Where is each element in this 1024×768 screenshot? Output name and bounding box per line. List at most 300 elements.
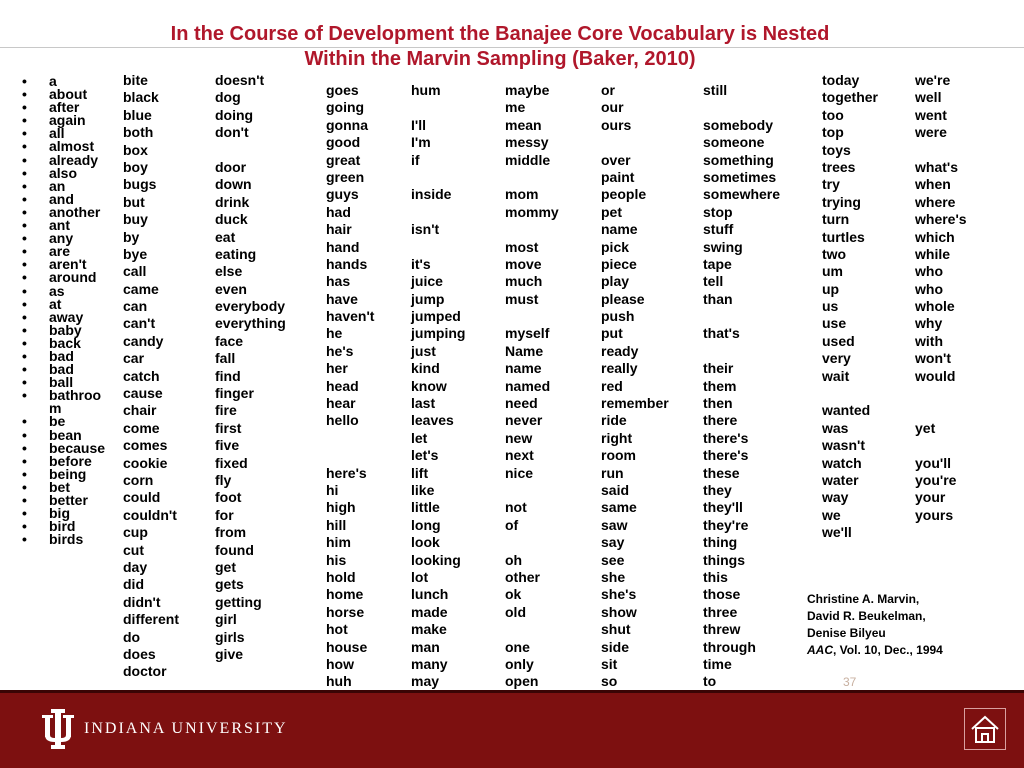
word-item: they're — [703, 516, 749, 533]
word-item: dog — [215, 89, 241, 106]
word-item: still — [703, 82, 728, 98]
word-item: made — [411, 603, 448, 620]
word-item: very — [822, 350, 851, 367]
word-item: else — [215, 263, 243, 280]
word-item: like — [411, 481, 435, 498]
word-item: were — [915, 124, 947, 141]
word-item: high — [326, 499, 356, 516]
word-column-1 — [123, 72, 179, 681]
word-item: fixed — [215, 454, 248, 471]
word-item — [326, 447, 374, 464]
word-item: this — [703, 568, 728, 585]
word-item: corn — [123, 471, 154, 488]
word-column-4 — [411, 82, 465, 691]
word-item: came — [123, 280, 159, 297]
word-item: use — [822, 315, 847, 332]
word-item: who — [915, 263, 943, 280]
word-item: cause — [123, 385, 163, 402]
word-item: last — [411, 395, 436, 412]
word-item: cut — [123, 541, 144, 558]
bullet-item: • birds — [22, 533, 109, 546]
word-item: car — [123, 350, 145, 367]
word-item — [411, 239, 465, 256]
word-item: box — [123, 141, 148, 158]
word-item — [703, 99, 780, 116]
word-item: hands — [326, 255, 368, 272]
word-item: could — [123, 489, 161, 506]
word-item: day — [123, 558, 148, 575]
word-item: may — [411, 673, 440, 690]
title-divider — [0, 47, 1024, 48]
word-item: watch — [822, 454, 862, 471]
footer-bar — [0, 690, 1024, 768]
word-item — [505, 308, 559, 325]
word-item: buy — [123, 211, 148, 228]
word-item: many — [411, 655, 448, 672]
word-item — [915, 385, 967, 402]
word-item: huh — [326, 673, 352, 690]
word-item: how — [326, 655, 354, 672]
word-item: catch — [123, 367, 160, 384]
word-item: first — [215, 419, 242, 436]
word-item: yet — [915, 419, 936, 436]
word-item: jumped — [411, 308, 461, 325]
word-item: they — [703, 481, 732, 498]
word-item: turtles — [822, 228, 865, 245]
bullet-item: • after — [22, 101, 109, 114]
word-item — [915, 402, 967, 419]
word-item: long — [411, 516, 441, 533]
word-item: or — [601, 82, 615, 98]
word-item: water — [822, 471, 859, 488]
word-item: drink — [215, 193, 250, 210]
bullet-item: • almost — [22, 140, 109, 153]
word-column-6 — [601, 82, 669, 691]
word-item: he — [326, 325, 343, 342]
word-item: why — [915, 315, 943, 332]
word-item: does — [123, 645, 156, 662]
word-item: never — [505, 412, 543, 429]
word-item: hear — [326, 395, 356, 412]
credit-journal: AAC — [807, 643, 833, 657]
word-column-5 — [505, 82, 559, 691]
word-item: we'll — [822, 524, 852, 541]
word-item: where — [915, 193, 956, 210]
word-item: won't — [915, 350, 951, 367]
bullet-item: • bathroom — [22, 389, 109, 415]
word-item: horse — [326, 603, 365, 620]
word-item: new — [505, 429, 533, 446]
credit-author-1: Christine A. Marvin, — [807, 592, 920, 606]
word-item: door — [215, 158, 247, 175]
word-item: red — [601, 377, 623, 394]
word-item: people — [601, 186, 647, 203]
word-item: pet — [601, 203, 622, 220]
bullet-item: • bean — [22, 429, 109, 442]
word-item: messy — [505, 134, 549, 151]
credit-volume: , Vol. 10, Dec., 1994 — [833, 643, 943, 657]
word-item: for — [215, 506, 234, 523]
word-item: not — [505, 499, 527, 516]
word-item: you're — [915, 471, 957, 488]
word-item: those — [703, 586, 741, 603]
word-item: move — [505, 255, 542, 272]
word-item: today — [822, 72, 860, 88]
word-item: have — [326, 290, 358, 307]
word-item: his — [326, 551, 347, 568]
word-item: up — [822, 280, 840, 297]
bullet-item: • being — [22, 468, 109, 481]
word-item: need — [505, 395, 538, 412]
word-item: somewhere — [703, 186, 781, 203]
word-item: comes — [123, 437, 168, 454]
word-item: these — [703, 464, 740, 481]
word-item: did — [123, 576, 144, 593]
word-item: didn't — [123, 593, 161, 610]
word-item: even — [215, 280, 247, 297]
word-item: just — [411, 342, 436, 359]
word-item — [411, 99, 465, 116]
word-item — [505, 534, 559, 551]
word-item: wasn't — [822, 437, 866, 454]
word-item: maybe — [505, 82, 550, 98]
word-item: well — [915, 89, 942, 106]
word-item: little — [411, 499, 440, 516]
word-item: green — [326, 168, 365, 185]
word-column-8 — [822, 72, 878, 542]
word-item: Name — [505, 342, 544, 359]
word-item: by — [123, 228, 140, 245]
word-item: ours — [601, 116, 632, 133]
word-item: bugs — [123, 176, 157, 193]
word-item: both — [123, 124, 154, 141]
word-item: bye — [123, 245, 148, 262]
word-item — [505, 221, 559, 238]
word-item: toys — [822, 141, 851, 158]
word-item: swing — [703, 238, 743, 255]
word-item: everybody — [215, 298, 286, 315]
bullet-item: • also — [22, 167, 109, 180]
word-item: tell — [703, 273, 724, 290]
word-item: down — [215, 176, 252, 193]
word-item — [505, 621, 559, 638]
word-item: right — [601, 429, 633, 446]
word-item: that's — [703, 325, 740, 342]
word-item — [505, 482, 559, 499]
word-item: somebody — [703, 116, 774, 133]
word-item — [915, 437, 967, 454]
word-item: do — [123, 628, 141, 645]
word-item: oh — [505, 551, 523, 568]
word-item: hold — [326, 568, 356, 585]
word-item: of — [505, 516, 519, 533]
word-item: went — [915, 106, 947, 123]
word-item: sit — [601, 655, 618, 672]
bullet-item: • bad — [22, 350, 109, 363]
word-item: much — [505, 273, 543, 290]
word-item: man — [411, 638, 440, 655]
word-item: we — [822, 506, 841, 523]
word-item: juice — [411, 273, 443, 290]
word-item: I'll — [411, 116, 426, 133]
home-button[interactable] — [964, 708, 1006, 750]
word-item: wanted — [822, 402, 871, 419]
bullet-item: • all — [22, 127, 109, 140]
word-item: isn't — [411, 221, 440, 238]
word-item: he's — [326, 342, 354, 359]
word-item: next — [505, 447, 534, 464]
word-item: hill — [326, 516, 347, 533]
word-column-7 — [703, 82, 780, 691]
word-item: trees — [822, 158, 856, 175]
word-item: who — [915, 280, 943, 297]
word-item: leaves — [411, 412, 454, 429]
word-item: hand — [326, 238, 360, 255]
word-item: sometimes — [703, 168, 777, 185]
word-item: show — [601, 603, 637, 620]
word-column-2 — [215, 72, 286, 663]
bullet-item: • another — [22, 206, 109, 219]
word-item: face — [215, 332, 244, 349]
word-item: chair — [123, 402, 157, 419]
word-item — [601, 134, 669, 151]
bullet-item: • are — [22, 245, 109, 258]
word-item: finger — [215, 385, 254, 402]
word-item: jumping — [411, 325, 466, 342]
word-item: must — [505, 290, 539, 307]
bullet-item: • aren't — [22, 258, 109, 271]
bullet-item: • ant — [22, 219, 109, 232]
word-item: us — [822, 298, 839, 315]
page-number: 37 — [843, 675, 857, 689]
word-item: only — [505, 655, 534, 672]
word-item: know — [411, 377, 447, 394]
title-line-2: Within the Marvin Sampling (Baker, 2010) — [304, 48, 696, 70]
word-item — [326, 430, 374, 447]
word-item: black — [123, 89, 159, 106]
university-name: INDIANA UNIVERSITY — [84, 720, 288, 737]
word-item: doctor — [123, 663, 167, 680]
word-item: hi — [326, 481, 339, 498]
word-item: girls — [215, 628, 245, 645]
word-item: come — [123, 419, 160, 436]
word-item: mommy — [505, 203, 559, 220]
word-item: but — [123, 193, 145, 210]
word-item: mom — [505, 186, 539, 203]
word-item: kind — [411, 360, 440, 377]
word-item: play — [601, 273, 630, 290]
word-item: hello — [326, 412, 359, 429]
word-item: tape — [703, 255, 732, 272]
word-item: if — [411, 151, 420, 168]
word-item: push — [601, 308, 635, 325]
word-item: turn — [822, 211, 850, 228]
word-column-3 — [326, 82, 374, 691]
word-item: mean — [505, 116, 542, 133]
word-item: said — [601, 481, 630, 498]
word-item: two — [822, 245, 847, 262]
word-item: found — [215, 541, 254, 558]
word-item: five — [215, 437, 240, 454]
word-item: bite — [123, 72, 148, 88]
word-item: ride — [601, 412, 627, 429]
bullet-item: • and — [22, 193, 109, 206]
word-item: used — [822, 332, 855, 349]
word-item: girl — [215, 611, 237, 628]
word-item: give — [215, 645, 244, 662]
word-item: um — [822, 263, 843, 280]
word-item: your — [915, 489, 946, 506]
bullet-item: • at — [22, 298, 109, 311]
word-item: make — [411, 621, 447, 638]
word-column-9 — [915, 72, 967, 524]
word-item: him — [326, 534, 351, 551]
word-item: get — [215, 558, 236, 575]
word-item: we're — [915, 72, 951, 88]
word-item: cookie — [123, 454, 168, 471]
word-item: great — [326, 151, 361, 168]
word-item: let — [411, 429, 428, 446]
word-item: things — [703, 551, 745, 568]
word-item: thing — [703, 534, 738, 551]
word-item: other — [505, 568, 540, 585]
word-item: really — [601, 360, 638, 377]
word-item: has — [326, 273, 351, 290]
word-item: them — [703, 377, 737, 394]
word-item: goes — [326, 82, 359, 98]
word-item: what's — [915, 158, 959, 175]
credit-author-3: Denise Bilyeu — [807, 626, 886, 640]
bullet-item: • already — [22, 154, 109, 167]
bullet-item: • because — [22, 442, 109, 455]
word-item: old — [505, 603, 526, 620]
word-item: someone — [703, 134, 765, 151]
word-item: which — [915, 228, 955, 245]
word-item: fall — [215, 350, 236, 367]
word-item: their — [703, 360, 734, 377]
word-item: shut — [601, 621, 631, 638]
word-item: nice — [505, 464, 534, 481]
word-item: lunch — [411, 586, 449, 603]
bullet-item: • around — [22, 271, 109, 284]
word-item: open — [505, 673, 539, 690]
word-item: piece — [601, 255, 637, 272]
word-item: run — [601, 464, 624, 481]
word-item: candy — [123, 332, 164, 349]
word-item: foot — [215, 489, 242, 506]
word-item: put — [601, 325, 623, 342]
word-item: stop — [703, 203, 733, 220]
home-icon — [965, 709, 1005, 749]
bullet-item: • an — [22, 180, 109, 193]
word-item: time — [703, 655, 732, 672]
word-item: doesn't — [215, 72, 265, 88]
bullet-item: • before — [22, 455, 109, 468]
word-item: here's — [326, 464, 367, 481]
word-item: yours — [915, 506, 954, 523]
word-item: threw — [703, 621, 741, 638]
word-item: would — [915, 367, 956, 384]
word-item: hum — [411, 82, 441, 98]
word-item: something — [703, 151, 774, 168]
word-item: everything — [215, 315, 286, 332]
bullet-item: • big — [22, 507, 109, 520]
word-item: getting — [215, 593, 262, 610]
word-item: ready — [601, 342, 639, 359]
word-item: let's — [411, 447, 439, 464]
word-item: please — [601, 290, 645, 307]
word-item: haven't — [326, 308, 375, 325]
word-item: top — [822, 124, 844, 141]
word-item: gets — [215, 576, 244, 593]
word-item: head — [326, 377, 359, 394]
word-item: home — [326, 586, 364, 603]
word-item: middle — [505, 151, 551, 168]
word-item: most — [505, 238, 539, 255]
word-item: three — [703, 603, 738, 620]
word-item: house — [326, 638, 368, 655]
word-item — [505, 169, 559, 186]
word-item: named — [505, 377, 551, 394]
word-item: different — [123, 611, 179, 628]
word-item: don't — [215, 124, 249, 141]
word-item: ok — [505, 586, 522, 603]
word-item: then — [703, 395, 733, 412]
word-item — [411, 204, 465, 221]
word-item: with — [915, 332, 943, 349]
bullet-item: • be — [22, 415, 109, 428]
word-item: can't — [123, 315, 156, 332]
credit-author-2: David R. Beukelman, — [807, 609, 926, 623]
bullet-item: • bad — [22, 363, 109, 376]
word-item: too — [822, 106, 844, 123]
iu-trident-logo-icon — [40, 707, 76, 751]
word-item: you'll — [915, 454, 951, 471]
word-item: whole — [915, 298, 955, 315]
word-item: while — [915, 245, 951, 262]
word-item: together — [822, 89, 878, 106]
word-item: call — [123, 263, 147, 280]
credit-citation — [807, 642, 943, 659]
word-item: fly — [215, 471, 232, 488]
word-item: remember — [601, 395, 669, 412]
bullet-item: • any — [22, 232, 109, 245]
word-item: see — [601, 551, 625, 568]
word-item: wait — [822, 367, 850, 384]
bullet-item: • bet — [22, 481, 109, 494]
word-item: same — [601, 499, 637, 516]
bullet-item: • about — [22, 88, 109, 101]
word-item: was — [822, 419, 849, 436]
word-item: doing — [215, 106, 254, 123]
word-item: jump — [411, 290, 445, 307]
bullet-item: • back — [22, 337, 109, 350]
word-item: from — [215, 524, 247, 541]
word-item: duck — [215, 211, 248, 228]
word-item: try — [822, 176, 840, 193]
word-item: there — [703, 412, 738, 429]
word-item: trying — [822, 193, 861, 210]
word-item: myself — [505, 325, 550, 342]
word-item: can — [123, 298, 148, 315]
bullet-item: • again — [22, 114, 109, 127]
word-item: they'll — [703, 499, 743, 516]
word-item: room — [601, 447, 636, 464]
word-item: blue — [123, 106, 152, 123]
bullet-item: • better — [22, 494, 109, 507]
word-item: where's — [915, 211, 967, 228]
word-item: name — [505, 360, 542, 377]
